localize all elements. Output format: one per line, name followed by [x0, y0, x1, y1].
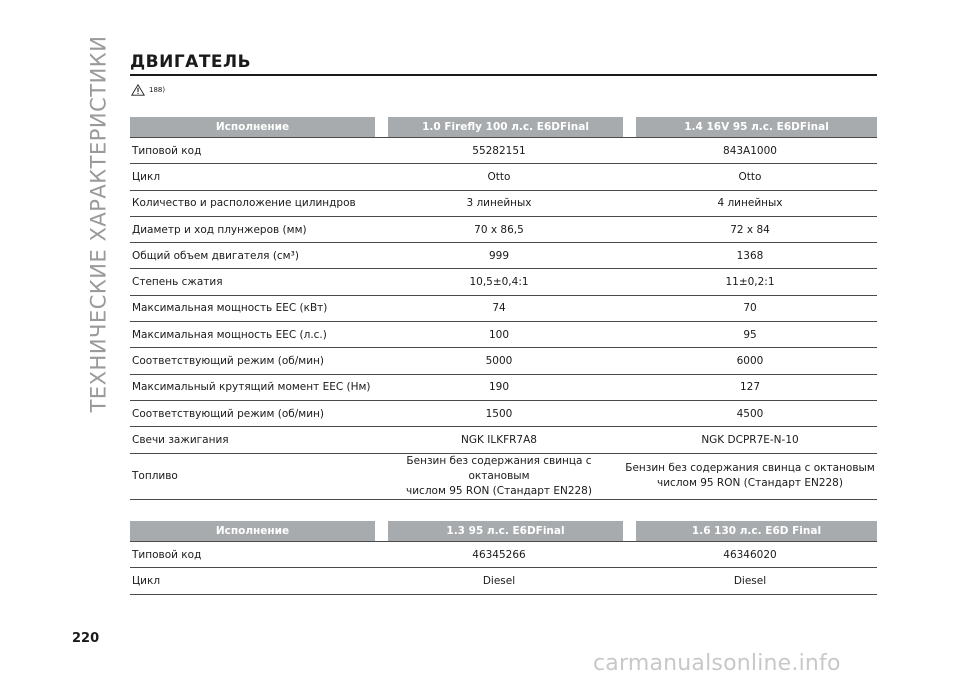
engine-spec-table-2: [130, 521, 877, 595]
row-value: 11±0,2:1: [623, 269, 877, 295]
row-value: [375, 454, 623, 500]
table-row: [130, 164, 877, 190]
row-value: 74: [375, 296, 623, 322]
row-label: Количество и расположение цилиндров: [130, 191, 375, 217]
row-value: Otto: [623, 164, 877, 190]
row-label: Максимальный крутящий момент ЕЕС (Нм): [130, 375, 375, 401]
table-row: [130, 296, 877, 322]
column-header-engine-1: 1.0 Firefly 100 л.с. E6DFinal: [388, 117, 623, 137]
warning-note: [131, 84, 165, 96]
row-value: NGK DCPR7E-N-10: [623, 427, 877, 453]
row-value: 70 x 86,5: [375, 217, 623, 243]
table-row: [130, 348, 877, 374]
row-value: 127: [623, 375, 877, 401]
table-row: [130, 427, 877, 453]
table-row: [130, 269, 877, 295]
table-row: [130, 541, 877, 568]
row-label: Общий объем двигателя (см³): [130, 243, 375, 269]
row-label: Соответствующий режим (об/мин): [130, 401, 375, 427]
column-header-version: Исполнение: [130, 117, 375, 137]
row-label: Топливо: [130, 454, 375, 500]
row-value: 190: [375, 375, 623, 401]
row-label: Типовой код: [130, 137, 375, 164]
row-value: 3 линейных: [375, 191, 623, 217]
warning-reference: 188): [149, 86, 166, 94]
row-label: Диаметр и ход плунжеров (мм): [130, 217, 375, 243]
table-header-row: [130, 521, 877, 541]
table-row: [130, 322, 877, 348]
engine-spec-table-1: [130, 117, 877, 500]
row-value: 6000: [623, 348, 877, 374]
row-label: Цикл: [130, 568, 375, 594]
column-header-engine-1: 1.3 95 л.с. E6DFinal: [388, 521, 623, 541]
row-value: 1500: [375, 401, 623, 427]
row-value: 4500: [623, 401, 877, 427]
row-value: Diesel: [375, 568, 623, 594]
row-value: 4 линейных: [623, 191, 877, 217]
fuel-text-line: Бензин без содержания свинца с октановым: [406, 454, 592, 482]
row-value: 10,5±0,4:1: [375, 269, 623, 295]
fuel-text-line: числом 95 RON (Стандарт EN228): [406, 484, 592, 497]
row-value: 46345266: [375, 541, 623, 568]
table-row: [130, 401, 877, 427]
row-value: 55282151: [375, 137, 623, 164]
table-row: [130, 375, 877, 401]
table-row: [130, 137, 877, 164]
watermark: carmanualsonline.info: [593, 651, 841, 676]
page-heading: ДВИГАТЕЛЬ: [130, 52, 252, 72]
row-value: 95: [623, 322, 877, 348]
table-row: [130, 454, 877, 500]
row-value: 843A1000: [623, 137, 877, 164]
fuel-text-line: числом 95 RON (Стандарт EN228): [657, 477, 843, 490]
fuel-text-line: Бензин без содержания свинца с октановым: [625, 462, 875, 475]
column-header-engine-2: 1.4 16V 95 л.с. E6DFinal: [636, 117, 877, 137]
row-value: 100: [375, 322, 623, 348]
row-value: 46346020: [623, 541, 877, 568]
section-side-title-text: ТЕХНИЧЕСКИЕ ХАРАКТЕРИСТИКИ: [86, 35, 111, 413]
page-number: 220: [72, 631, 100, 646]
table-row: [130, 217, 877, 243]
row-label: Типовой код: [130, 541, 375, 568]
row-value: NGK ILKFR7A8: [375, 427, 623, 453]
row-value: Otto: [375, 164, 623, 190]
row-label: Свечи зажигания: [130, 427, 375, 453]
row-label: Максимальная мощность ЕЕС (кВт): [130, 296, 375, 322]
row-value: 999: [375, 243, 623, 269]
row-value: 5000: [375, 348, 623, 374]
row-label: Соответствующий режим (об/мин): [130, 348, 375, 374]
row-value: Diesel: [623, 568, 877, 594]
row-label: Максимальная мощность ЕЕС (л.с.): [130, 322, 375, 348]
row-value: 70: [623, 296, 877, 322]
table-header-row: [130, 117, 877, 137]
row-value: 72 x 84: [623, 217, 877, 243]
column-header-version: Исполнение: [130, 521, 375, 541]
section-side-title: [81, 35, 115, 413]
row-label: Цикл: [130, 164, 375, 190]
heading-rule: [130, 74, 877, 76]
table-row: [130, 568, 877, 594]
row-value: 1368: [623, 243, 877, 269]
column-header-engine-2: 1.6 130 л.с. E6D Final: [636, 521, 877, 541]
table-row: [130, 243, 877, 269]
row-value: [623, 454, 877, 500]
row-label: Степень сжатия: [130, 269, 375, 295]
warning-triangle-icon: [131, 84, 145, 96]
table-row: [130, 191, 877, 217]
